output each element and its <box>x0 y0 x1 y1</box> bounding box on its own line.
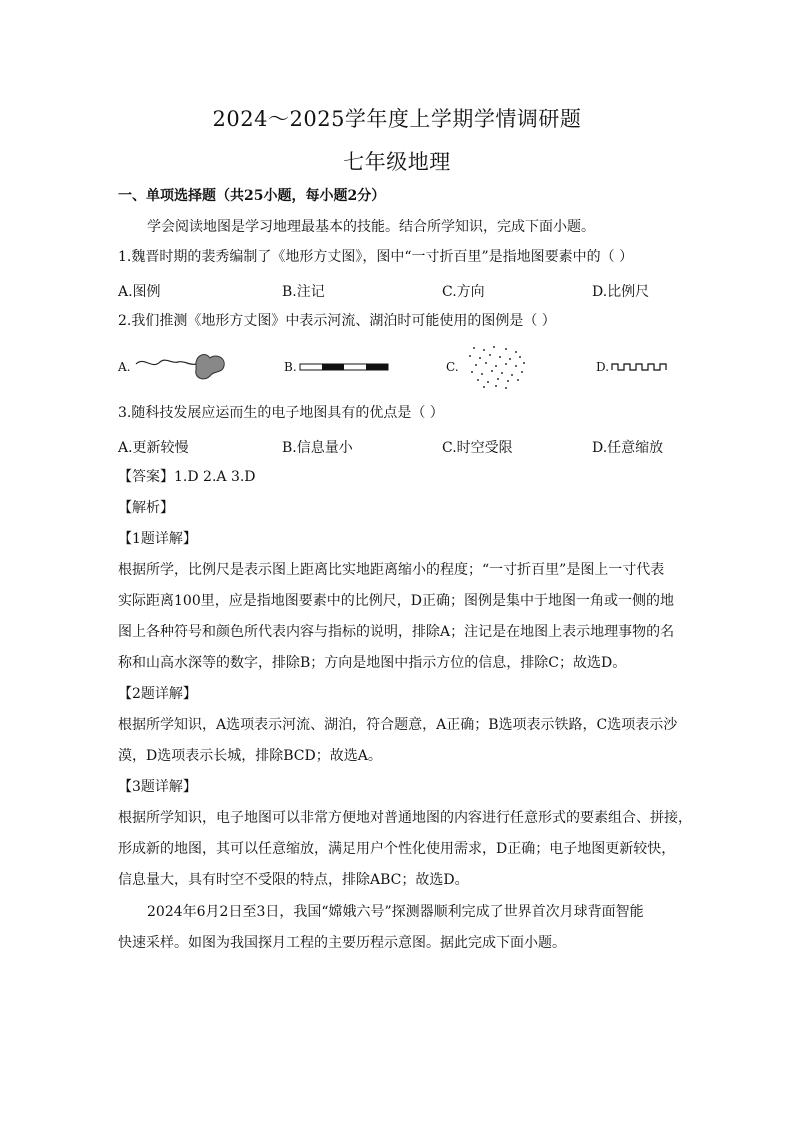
option-a: A.图例 <box>118 284 161 300</box>
page-subtitle: 七年级地理 <box>343 150 451 174</box>
option-a: A.更新较慢 <box>118 440 189 456</box>
page-title: 2024～2025学年度上学期学情调研题 <box>212 107 582 131</box>
option-b: B.信息量小 <box>282 440 353 456</box>
question-1-stem: 1.魏晋时期的裴秀编制了《地形方丈图》，图中“一寸折百里”是指地图要素中的（ ） <box>118 249 634 265</box>
detail-3-heading: 【3题详解】 <box>118 779 197 795</box>
passage-2-line: 快速采样。如图为我国探月工程的主要历程示意图。据此完成下面小题。 <box>118 935 566 951</box>
question-2-figures <box>118 350 678 386</box>
option-d: D.任意缩放 <box>592 440 664 456</box>
detail-1-line: 实际距离100里，应是指地图要素中的比例尺，D正确；图例是集中于地图一角或一侧的地 <box>118 593 674 609</box>
option-d: D.比例尺 <box>592 284 650 300</box>
detail-1-heading: 【1题详解】 <box>118 531 197 547</box>
detail-2-heading: 【2题详解】 <box>118 686 197 702</box>
figure-label-b: B. <box>284 360 297 374</box>
figure-option-b <box>284 350 394 386</box>
figure-option-c <box>446 350 556 386</box>
railway-icon <box>298 350 394 386</box>
figure-label-c: C. <box>446 360 459 374</box>
option-b: B.注记 <box>282 284 325 300</box>
answer-line: 【答案】1.D 2.A 3.D <box>118 469 256 485</box>
detail-3-line: 信息量大，具有时空不受限的特点，排除ABC；故选D。 <box>118 872 469 888</box>
detail-3-line: 形成新的地图，其可以任意缩放，满足用户个性化使用需求，D正确；电子地图更新较快， <box>118 841 676 857</box>
figure-option-d <box>596 350 696 386</box>
question-3-stem: 3.随科技发展应运而生的电子地图具有的优点是（ ） <box>118 405 444 421</box>
detail-1-line: 图上各种符号和颜色所代表内容与指标的说明，排除A；注记是在地图上表示地理事物的名 <box>118 624 675 640</box>
question-2-stem: 2.我们推测《地形方丈图》中表示河流、湖泊时可能使用的图例是（ ） <box>118 313 556 329</box>
figure-label-d: D. <box>596 360 610 374</box>
detail-1-line: 称和山高水深等的数字，排除B；方向是地图中指示方位的信息，排除C；故选D。 <box>118 655 627 671</box>
option-c: C.时空受限 <box>442 440 513 456</box>
detail-2-line: 根据所学知识，A选项表示河流、湖泊，符合题意，A正确；B选项表示铁路，C选项表示沙 <box>118 717 678 733</box>
question-1-options <box>118 281 678 299</box>
detail-3-line: 根据所学知识，电子地图可以非常方便地对普通地图的内容进行任意形式的要素组合、拼接， <box>118 810 692 826</box>
great-wall-icon <box>610 350 674 386</box>
detail-2-line: 漠，D选项表示长城，排除BCD；故选A。 <box>118 748 382 764</box>
passage-2-line: 2024年6月2日至3日，我国“嫦娥六号”探测器顺利完成了世界首次月球背面智能 <box>147 904 644 920</box>
option-c: C.方向 <box>442 284 485 300</box>
passage-intro: 学会阅读地图是学习地理最基本的技能。结合所学知识，完成下面小题。 <box>147 219 595 235</box>
river-lake-icon <box>134 350 234 386</box>
detail-1-line: 根据所学，比例尺是表示图上距离比实地距离缩小的程度；“一寸折百里”是图上一寸代表 <box>118 562 665 578</box>
desert-dots-icon <box>462 344 542 390</box>
figure-option-a <box>118 350 228 386</box>
section-heading: 一、单项选择题（共25小题，每小题2分） <box>118 188 386 204</box>
question-3-options <box>118 437 678 455</box>
analysis-heading: 【解析】 <box>118 500 174 516</box>
figure-label-a: A. <box>118 360 131 374</box>
